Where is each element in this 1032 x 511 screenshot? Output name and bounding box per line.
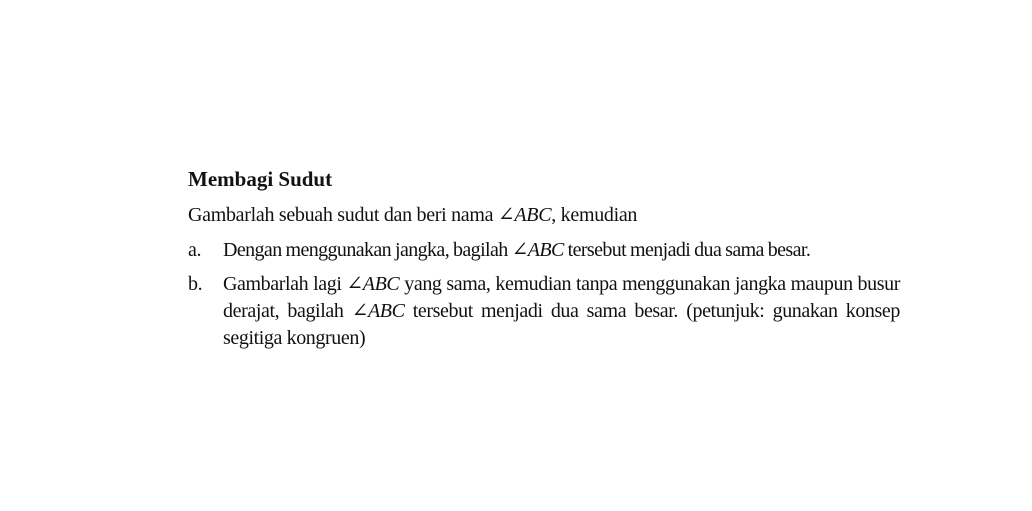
list-item-b	[188, 271, 900, 352]
exercise-block	[188, 165, 900, 359]
item-text-part: tersebut menjadi dua sama besar.	[563, 239, 811, 261]
list-item-text	[223, 237, 900, 264]
section-title: Membagi Sudut	[188, 167, 333, 191]
list-marker: a.	[188, 239, 202, 261]
intro-text-end: , kemudian	[551, 204, 638, 226]
list-item-text	[223, 271, 900, 352]
list-marker: b.	[188, 273, 203, 295]
item-text-part: tersebut menjadi dua sama besar. (petunjuk: gunakan konsep segitiga kongruen)	[223, 300, 900, 349]
angle-symbol: ∠ABC	[346, 273, 400, 295]
intro-text: Gambarlah sebuah sudut dan beri nama	[188, 204, 498, 226]
angle-symbol: ∠ABC	[511, 239, 564, 261]
item-text-part: Dengan menggunakan jangka, bagilah	[223, 239, 512, 261]
angle-symbol: ∠ABC	[497, 204, 552, 226]
item-text-part: yang sama, kemudian tanpa menggunakan jangka maupun busur derajat, bagilah	[223, 273, 900, 322]
item-text-part: Gambarlah lagi	[223, 273, 347, 295]
list-item-a	[188, 237, 900, 264]
intro-paragraph	[188, 201, 900, 229]
angle-symbol: ∠ABC	[351, 300, 405, 322]
